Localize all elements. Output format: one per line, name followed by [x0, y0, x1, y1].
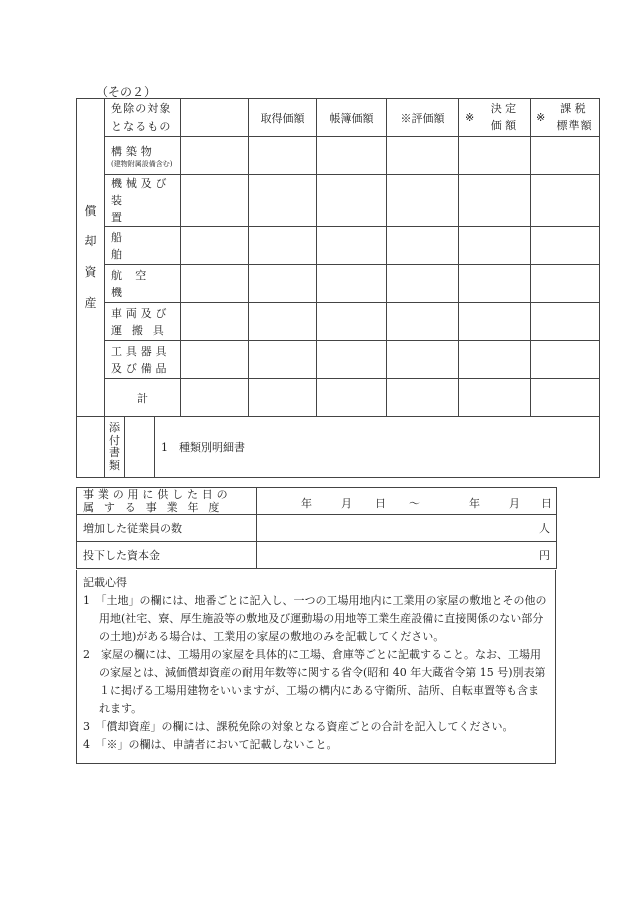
cell[interactable] — [459, 341, 531, 379]
row-label-ships: 船舶 — [105, 227, 181, 265]
cell[interactable] — [181, 175, 249, 227]
cell[interactable] — [459, 379, 531, 417]
cell[interactable] — [531, 341, 600, 379]
cell[interactable] — [531, 137, 600, 175]
cell[interactable] — [317, 227, 387, 265]
cell[interactable] — [249, 303, 317, 341]
cell[interactable] — [181, 227, 249, 265]
cell[interactable] — [387, 303, 459, 341]
header-decided: ※ 決定 価額 — [459, 99, 531, 137]
cell[interactable] — [181, 303, 249, 341]
cell[interactable] — [459, 227, 531, 265]
cell[interactable] — [531, 227, 600, 265]
capital-label: 投下した資本金 — [77, 542, 257, 569]
notes-section — [76, 570, 556, 764]
period-label: 事業の用に供した日の 属する事業年度 — [77, 488, 257, 515]
cell[interactable] — [459, 137, 531, 175]
cell[interactable] — [317, 341, 387, 379]
cell[interactable] — [317, 303, 387, 341]
cell[interactable] — [459, 303, 531, 341]
cell[interactable] — [249, 137, 317, 175]
cell[interactable] — [531, 175, 600, 227]
cell[interactable] — [317, 265, 387, 303]
attachment-spacer — [77, 417, 105, 478]
header-exempt-object: 免除の対象 となるもの — [105, 99, 181, 137]
header-book-value: 帳簿価額 — [317, 99, 387, 137]
cell[interactable] — [387, 265, 459, 303]
cell[interactable] — [249, 175, 317, 227]
cell[interactable] — [249, 341, 317, 379]
cell[interactable] — [387, 341, 459, 379]
category-depreciable-assets: 償 却 資 産 — [77, 99, 105, 417]
header-tax-base: ※ 課税 標準額 — [531, 99, 600, 137]
cell[interactable] — [249, 265, 317, 303]
cell[interactable] — [181, 341, 249, 379]
note-item-3: 3 「償却資産」の欄には、課税免除の対象となる資産ごとの合計を記入してください。 — [83, 720, 514, 733]
attachment-item: 1 種類別明細書 — [155, 417, 600, 478]
notes-title: 記載心得 — [83, 576, 127, 589]
header-acquisition: 取得価額 — [249, 99, 317, 137]
cell[interactable] — [531, 265, 600, 303]
cell[interactable] — [387, 379, 459, 417]
capital-field[interactable]: 円 — [257, 542, 557, 569]
note-item-1: 1 「土地」の欄には、地番ごとに記入し、一つの工場用地内に工業用の家屋の敷地とその他の用地(社宅、寮、厚生施設等の敷地及び運動場の用地等工業生産設備に直接関係のない部分の土地)がある場合は、工業用の家屋の敷地のみを記載してください。 — [83, 594, 547, 643]
header-assessed: ※評価額 — [387, 99, 459, 137]
cell[interactable] — [249, 227, 317, 265]
cell[interactable] — [459, 175, 531, 227]
row-label-structures: 構築物 (建物附属設備含む) — [105, 137, 181, 175]
row-label-vehicles: 車両及び 運搬具 — [105, 303, 181, 341]
cell[interactable] — [317, 379, 387, 417]
row-label-machinery: 機械及び 装置 — [105, 175, 181, 227]
period-field[interactable]: 年 月 日 ～ 年 月 日 — [257, 488, 557, 515]
cell[interactable] — [317, 175, 387, 227]
cell[interactable] — [531, 303, 600, 341]
note-item-4: 4 「※」の欄は、申請者において記載しないこと。 — [83, 738, 338, 751]
cell[interactable] — [249, 379, 317, 417]
cell[interactable] — [181, 137, 249, 175]
cell[interactable] — [181, 379, 249, 417]
page-label: （その２） — [96, 85, 157, 99]
row-label-tools: 工具器具 及び備品 — [105, 341, 181, 379]
attachment-blank — [125, 417, 155, 478]
cell[interactable] — [387, 137, 459, 175]
cell[interactable] — [317, 137, 387, 175]
cell[interactable] — [459, 265, 531, 303]
info-table — [76, 487, 557, 569]
cell[interactable] — [387, 227, 459, 265]
attachment-label: 添 付 書 類 — [105, 417, 125, 478]
employees-field[interactable]: 人 — [257, 515, 557, 542]
employees-label: 増加した従業員の数 — [77, 515, 257, 542]
cell[interactable] — [181, 265, 249, 303]
note-item-2: 2 家屋の欄には、工場用の家屋を具体的に工場、倉庫等ごとに記載すること。なお、工場用の家屋とは、減価償却資産の耐用年数等に関する省令(昭和 40 年大蔵省令第 15 号)別表第１に掲げる工場用建物をいいますが、工場の構内にある守衛所、詰所、自転車置等も含まれます。 — [83, 648, 546, 715]
cell[interactable] — [531, 379, 600, 417]
cell[interactable] — [387, 175, 459, 227]
header-blank — [181, 99, 249, 137]
row-label-aircraft: 航空機 — [105, 265, 181, 303]
asset-table — [76, 98, 600, 478]
row-label-total: 計 — [105, 379, 181, 417]
